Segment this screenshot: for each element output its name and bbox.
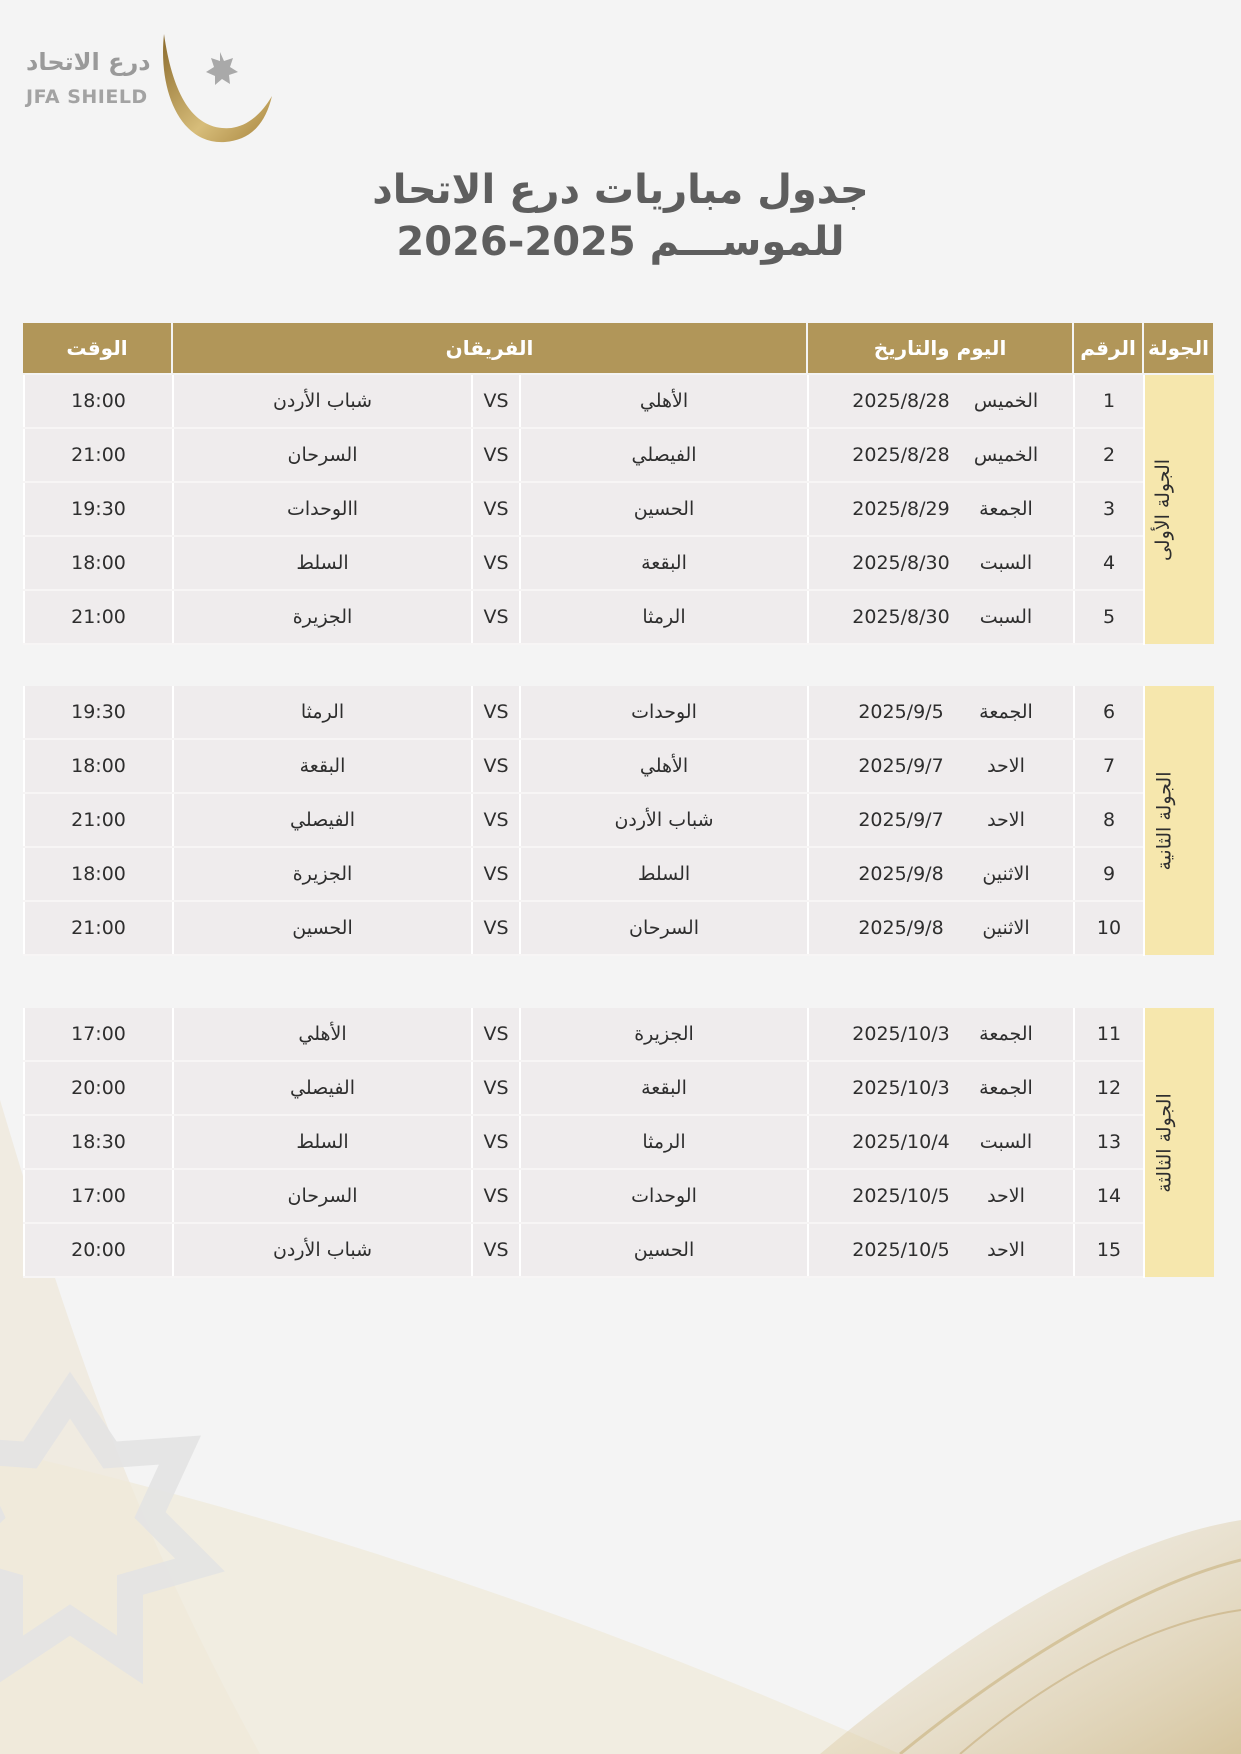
match-date: 2025/8/30 [852,552,950,574]
match-time: 21:00 [24,793,173,847]
vs-label: VS [472,428,520,482]
logo-name-arabic: درع الاتحاد [26,48,151,76]
match-number: 10 [1074,901,1144,955]
match-time: 17:00 [24,1169,173,1223]
match-time: 19:30 [24,686,173,739]
vs-label: VS [472,901,520,955]
match-row [24,590,1214,644]
away-team: الجزيرة [173,590,472,644]
away-team: االوحدات [173,482,472,536]
away-team: الفيصلي [173,793,472,847]
match-date: 2025/9/7 [858,809,944,831]
vs-label: VS [472,1169,520,1223]
match-time: 20:00 [24,1061,173,1115]
match-row [24,739,1214,793]
match-day-date [808,1115,1074,1169]
away-team: الفيصلي [173,1061,472,1115]
round-label: الجولة الثالثة [1153,1092,1176,1193]
match-date: 2025/10/3 [852,1077,950,1099]
vs-label: VS [472,1223,520,1277]
match-row [24,375,1214,428]
home-team: الأهلي [520,375,808,428]
match-day: الخميس [973,444,1039,466]
away-team: شباب الأردن [173,375,472,428]
home-team: الفيصلي [520,428,808,482]
round-label-cell [1144,1008,1214,1277]
match-row [24,847,1214,901]
match-day: السبت [979,1131,1033,1153]
vs-label: VS [472,1061,520,1115]
match-number: 14 [1074,1169,1144,1223]
match-day: الاثنين [982,917,1030,939]
match-number: 5 [1074,590,1144,644]
match-time: 20:00 [24,1223,173,1277]
column-teams: الفريقان [172,323,807,373]
home-team: الرمثا [520,1115,808,1169]
match-day: الاحد [987,1239,1025,1261]
away-team: البقعة [173,739,472,793]
match-day: الخميس [973,390,1039,412]
match-date: 2025/8/29 [852,498,950,520]
round-label: الجولة الأولى [1151,458,1174,561]
match-date: 2025/9/8 [858,863,944,885]
home-team: الوحدات [520,686,808,739]
match-number: 2 [1074,428,1144,482]
match-time: 18:00 [24,847,173,901]
match-day-date [808,375,1074,428]
match-number: 15 [1074,1223,1144,1277]
title-line-1: جدول مباريات درع الاتحاد [372,167,869,213]
match-time: 18:30 [24,1115,173,1169]
match-day: الجمعة [979,498,1033,520]
match-time: 19:30 [24,482,173,536]
round-label-cell [1144,686,1214,955]
away-team: السلط [173,536,472,590]
match-row [24,793,1214,847]
match-time: 18:00 [24,536,173,590]
match-day-date [808,590,1074,644]
match-time: 18:00 [24,375,173,428]
match-day: السبت [979,606,1033,628]
match-row [24,428,1214,482]
match-time: 18:00 [24,739,173,793]
match-day: الاثنين [982,863,1030,885]
match-row [24,1061,1214,1115]
away-team: السلط [173,1115,472,1169]
jfa-shield-logo [20,30,290,150]
vs-label: VS [472,739,520,793]
round-3-table [23,1008,1214,1278]
round-1-table [23,375,1214,645]
column-time: الوقت [23,323,172,373]
home-team: الوحدات [520,1169,808,1223]
match-date: 2025/10/5 [852,1239,950,1261]
away-team: الجزيرة [173,847,472,901]
title-line-2: للموســـم 2025-2026 [396,219,845,265]
match-number: 3 [1074,482,1144,536]
round-2-table [23,686,1214,956]
home-team: السرحان [520,901,808,955]
match-date: 2025/9/7 [858,755,944,777]
match-day: الجمعة [979,701,1033,723]
match-number: 9 [1074,847,1144,901]
match-date: 2025/10/3 [852,1023,950,1045]
away-team: السرحان [173,1169,472,1223]
shield-crescent-icon [150,30,300,150]
match-number: 1 [1074,375,1144,428]
match-day-date [808,686,1074,739]
match-number: 6 [1074,686,1144,739]
home-team: الحسين [520,482,808,536]
vs-label: VS [472,590,520,644]
match-day: الجمعة [979,1077,1033,1099]
match-day-date [808,1008,1074,1061]
match-day-date [808,739,1074,793]
match-row [24,686,1214,739]
match-date: 2025/9/5 [858,701,944,723]
match-number: 13 [1074,1115,1144,1169]
match-number: 11 [1074,1008,1144,1061]
vs-label: VS [472,793,520,847]
match-number: 8 [1074,793,1144,847]
match-number: 4 [1074,536,1144,590]
round-label: الجولة الثانية [1153,771,1176,870]
home-team: شباب الأردن [520,793,808,847]
match-day-date [808,1169,1074,1223]
away-team: السرحان [173,428,472,482]
match-time: 21:00 [24,428,173,482]
vs-label: VS [472,1008,520,1061]
match-date: 2025/9/8 [858,917,944,939]
match-row [24,1169,1214,1223]
vs-label: VS [472,536,520,590]
home-team: الأهلي [520,739,808,793]
match-row [24,1223,1214,1277]
home-team: البقعة [520,536,808,590]
round-label-cell [1144,375,1214,644]
schedule-header [23,323,1213,373]
match-row [24,536,1214,590]
match-day-date [808,1061,1074,1115]
match-time: 17:00 [24,1008,173,1061]
match-day: الاحد [987,809,1025,831]
match-time: 21:00 [24,901,173,955]
home-team: الجزيرة [520,1008,808,1061]
home-team: الحسين [520,1223,808,1277]
match-date: 2025/10/5 [852,1185,950,1207]
vs-label: VS [472,686,520,739]
away-team: الحسين [173,901,472,955]
match-date: 2025/8/28 [852,390,950,412]
column-number: الرقم [1073,323,1143,373]
match-row [24,482,1214,536]
match-day: الجمعة [979,1023,1033,1045]
vs-label: VS [472,847,520,901]
vs-label: VS [472,482,520,536]
match-date: 2025/8/28 [852,444,950,466]
match-date: 2025/10/4 [852,1131,950,1153]
match-day-date [808,536,1074,590]
home-team: السلط [520,847,808,901]
match-day-date [808,1223,1074,1277]
match-row [24,901,1214,955]
match-row [24,1115,1214,1169]
away-team: شباب الأردن [173,1223,472,1277]
match-day: الاحد [987,755,1025,777]
away-team: الأهلي [173,1008,472,1061]
column-round: الجولة [1143,323,1213,373]
match-number: 12 [1074,1061,1144,1115]
match-day-date [808,901,1074,955]
match-day-date [808,793,1074,847]
vs-label: VS [472,1115,520,1169]
match-day-date [808,428,1074,482]
vs-label: VS [472,375,520,428]
logo-name-english: JFA SHIELD [26,86,148,108]
match-day-date [808,482,1074,536]
match-number: 7 [1074,739,1144,793]
match-time: 21:00 [24,590,173,644]
column-day-date: اليوم والتاريخ [807,323,1073,373]
home-team: الرمثا [520,590,808,644]
match-day: الاحد [987,1185,1025,1207]
match-day-date [808,847,1074,901]
match-row [24,1008,1214,1061]
match-date: 2025/8/30 [852,606,950,628]
away-team: الرمثا [173,686,472,739]
match-day: السبت [979,552,1033,574]
home-team: البقعة [520,1061,808,1115]
